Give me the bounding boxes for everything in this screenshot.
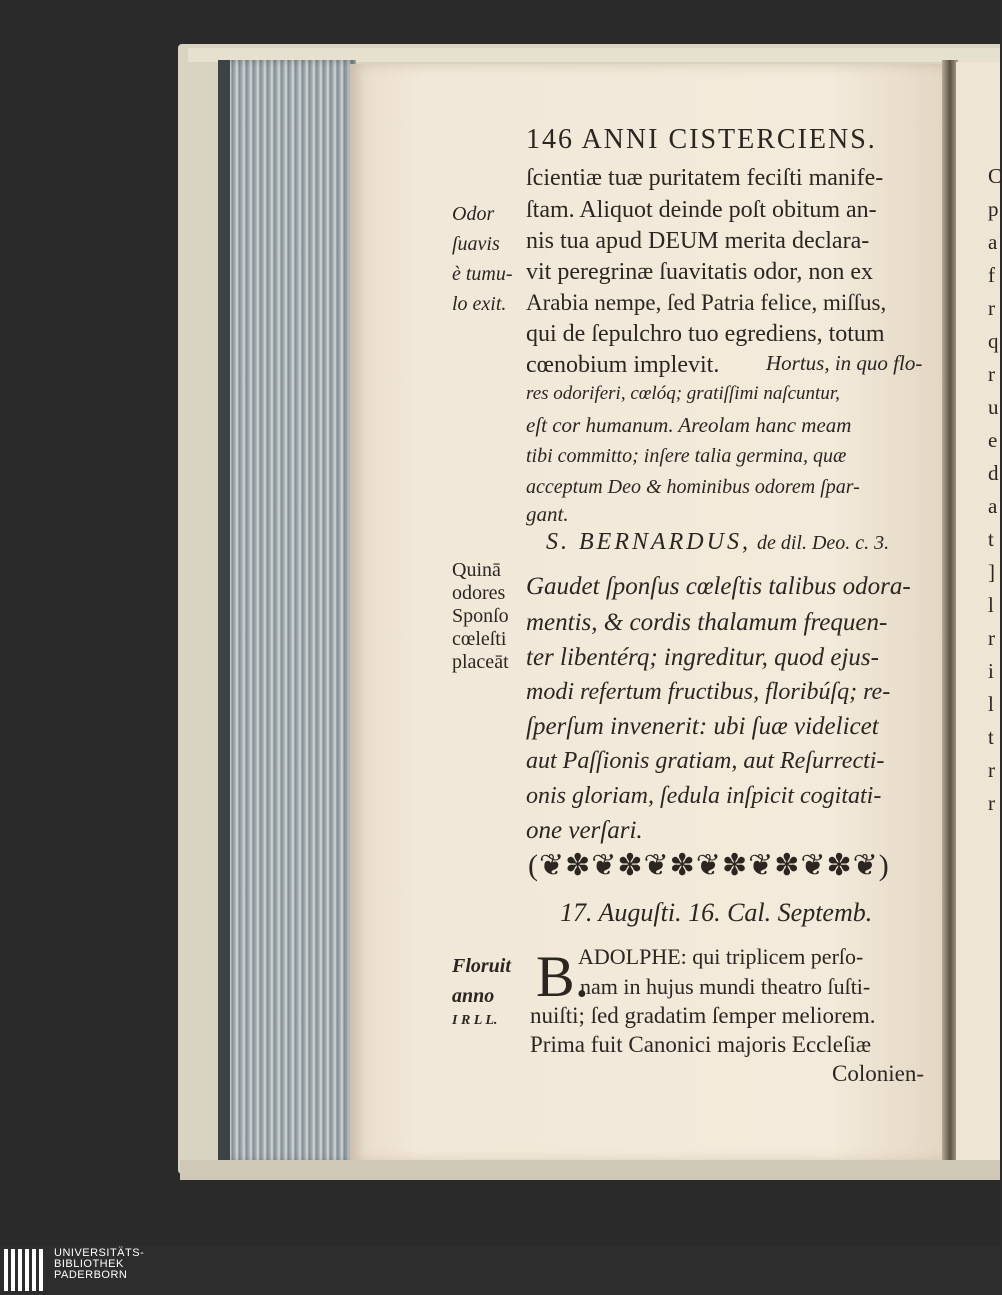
italic-line: eſt cor humanum. Areolam hanc meam bbox=[526, 413, 852, 437]
right-page-letter: p bbox=[988, 197, 999, 221]
right-page-letter: r bbox=[988, 791, 995, 815]
margin-note: Odor bbox=[452, 203, 495, 225]
right-page-letter: a bbox=[988, 494, 998, 518]
right-page-letter: r bbox=[988, 626, 995, 650]
date-line: 17. Auguſti. 16. Cal. Septemb. bbox=[560, 898, 873, 927]
citation-ref: de dil. Deo. c. 3. bbox=[756, 532, 890, 554]
right-page-letter: l bbox=[988, 593, 994, 617]
right-page-letter: u bbox=[988, 395, 999, 419]
italic-line: acceptum Deo & hominibus odorem ſpar- bbox=[526, 476, 860, 498]
footer-bar bbox=[0, 1245, 1000, 1295]
entry-line: Prima fuit Canonici majoris Eccleſiæ bbox=[530, 1032, 872, 1057]
quote-line: aut Paſſionis gratiam, aut Reſurrecti- bbox=[526, 748, 885, 774]
library-logo-icon bbox=[4, 1249, 46, 1291]
right-page-letter: f bbox=[988, 263, 995, 287]
quote-line: Gaudet ſponſus cœleſtis talibus odora- bbox=[526, 573, 911, 600]
entry-line: ADOLPHE: qui triplicem perſo- bbox=[578, 944, 864, 969]
margin-note: placeāt bbox=[452, 651, 509, 673]
library-name-line: UNIVERSITÄTS- bbox=[54, 1247, 145, 1259]
text-line: vit peregrinæ ſuavitatis odor, non ex bbox=[526, 259, 873, 285]
citation bbox=[546, 530, 889, 554]
margin-note: I R L L. bbox=[452, 1013, 498, 1028]
right-page-letter: r bbox=[988, 362, 995, 386]
right-page-letter: d bbox=[988, 461, 999, 485]
entry-line: Colonien- bbox=[832, 1061, 924, 1086]
ornament-band: (❦✽❦✽❦✽❦✽❦✽❦✽❦) bbox=[528, 849, 890, 882]
right-page-letter: C bbox=[988, 164, 1002, 188]
right-page-fragment bbox=[988, 160, 1002, 820]
quote-line: mentis, & cordis thalamum frequen- bbox=[526, 609, 888, 636]
running-head: 146 ANNI CISTERCIENS. bbox=[526, 124, 877, 155]
page-edges bbox=[218, 60, 356, 1162]
page-edges-shadow bbox=[218, 60, 230, 1162]
text-line: qui de ſepulchro tuo egrediens, totum bbox=[526, 321, 885, 347]
margin-note: lo exit. bbox=[452, 293, 507, 315]
italic-line: gant. bbox=[526, 502, 569, 526]
library-name-line: BIBLIOTHEK bbox=[54, 1258, 124, 1270]
text-line: nis tua apud DEUM merita declara- bbox=[526, 228, 870, 254]
right-page-letter: e bbox=[988, 428, 998, 452]
italic-line: Hortus, in quo flo- bbox=[766, 351, 923, 375]
margin-note: Floruit bbox=[452, 955, 511, 977]
margin-note: è tumu- bbox=[452, 263, 513, 285]
quote-line: modi refertum fructibus, floribúſq; re- bbox=[526, 679, 891, 705]
right-page-letter: ] bbox=[988, 560, 995, 584]
library-name-line: PADERBORN bbox=[54, 1269, 128, 1281]
quote-line: onis gloriam, ſedula inſpicit cogitati- bbox=[526, 783, 882, 809]
right-page-letter: q bbox=[988, 329, 999, 353]
margin-note: cœleſti bbox=[452, 628, 507, 650]
right-page-letter: r bbox=[988, 296, 995, 320]
text-line: Arabia nempe, ſed Patria felice, miſſus, bbox=[526, 290, 887, 315]
margin-note: anno bbox=[452, 985, 495, 1007]
drop-cap: B. bbox=[536, 944, 590, 1009]
italic-line: tibi committo; inſere talia germina, quæ bbox=[526, 445, 847, 467]
margin-note: ſuavis bbox=[452, 233, 500, 255]
right-page-letter: a bbox=[988, 230, 998, 254]
quote-line: ſperſum invenerit: ubi ſuæ videlicet bbox=[526, 713, 879, 740]
text-line: ſcientiæ tuæ puritatem feciſti manife- bbox=[526, 165, 884, 191]
margin-note: Quinā bbox=[452, 559, 501, 581]
library-name bbox=[54, 1248, 144, 1281]
right-page-letter: l bbox=[988, 692, 994, 716]
citation-name: S. BERNARDUS, bbox=[546, 529, 751, 555]
entry-line: nuiſti; ſed gradatim ſemper meliorem. bbox=[530, 1003, 876, 1028]
text-line: cœnobium implevit. bbox=[526, 352, 720, 378]
right-page-letter: r bbox=[988, 758, 995, 782]
italic-line: res odoriferi, cœlóq; gratiſſimi naſcuntur, bbox=[526, 383, 840, 404]
right-page-letter: t bbox=[988, 527, 994, 551]
margin-note: odores bbox=[452, 582, 506, 604]
text-line: ſtam. Aliquot deinde poſt obitum an- bbox=[526, 197, 877, 223]
cover-bottom-edge bbox=[180, 1160, 1000, 1180]
quote-line: ter libentérq; ingreditur, quod ejus- bbox=[526, 644, 879, 671]
right-page-letter: i bbox=[988, 659, 994, 683]
right-page-letter: t bbox=[988, 725, 994, 749]
entry-line: nam in hujus mundi theatro ſuſti- bbox=[580, 974, 871, 999]
margin-note: Sponſo bbox=[452, 605, 509, 627]
quote-line: one verſari. bbox=[526, 817, 643, 844]
